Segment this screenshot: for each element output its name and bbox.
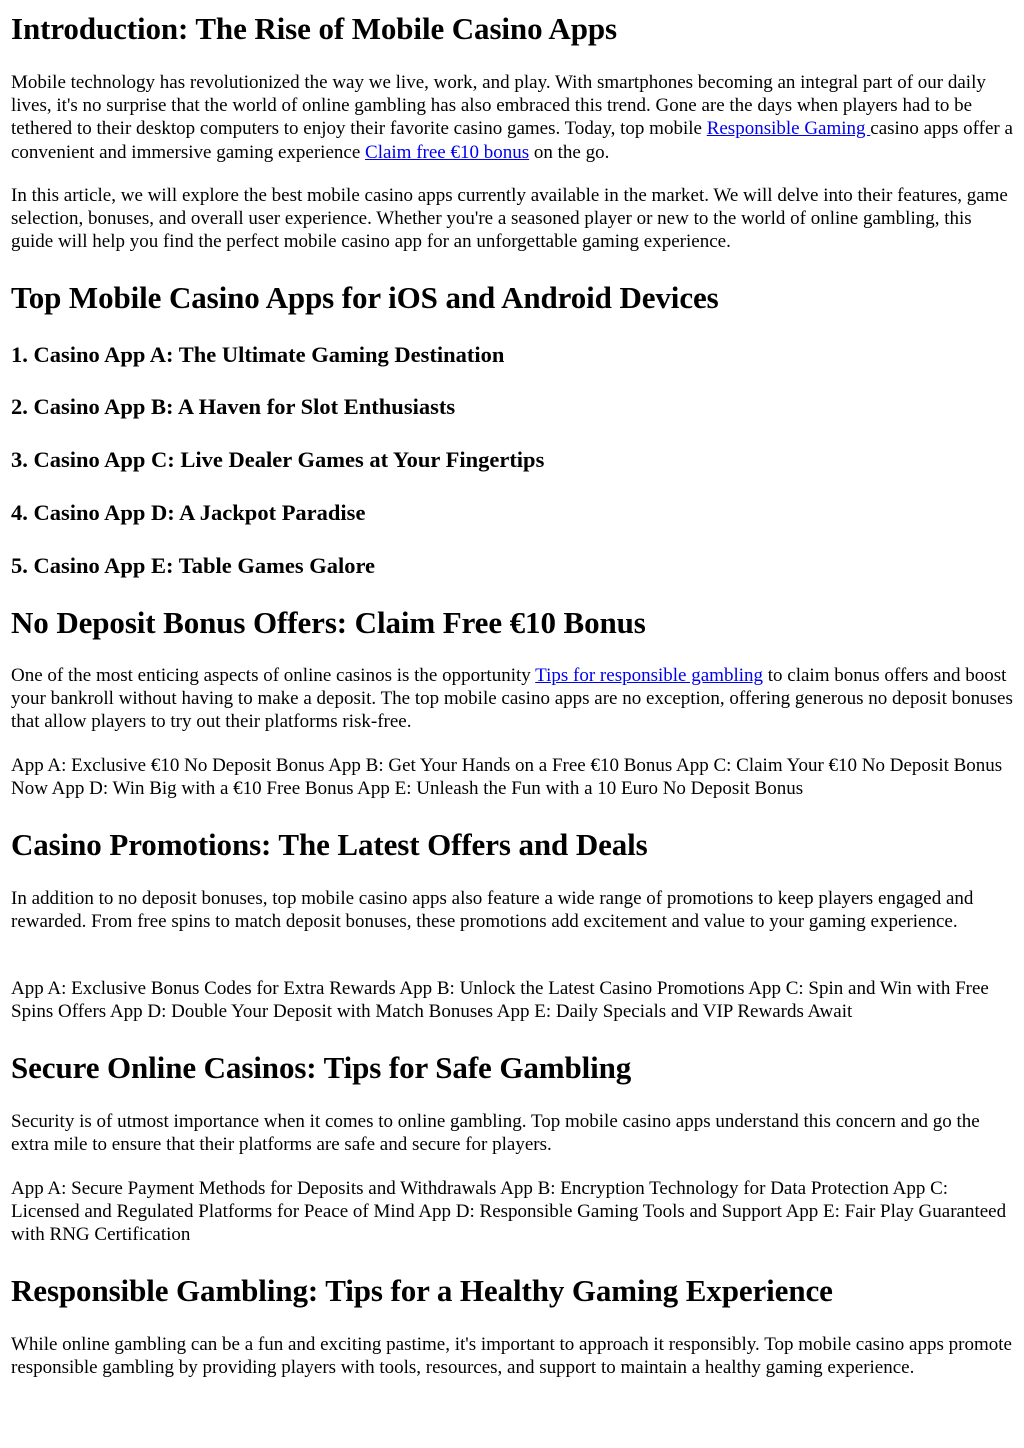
claim-bonus-link[interactable]: Claim free €10 bonus: [365, 141, 530, 163]
top-app-heading-a: 1. Casino App A: The Ultimate Gaming Destination: [11, 342, 505, 367]
no-deposit-paragraph-2: App A: Exclusive €10 No Deposit Bonus App B: Get Your Hands on a Free €10 Bonus App C: Claim Your €10 No Deposit Bonus Now App D: Win Big with a €10 Free Bonus App E: Unleash the Fun with a 10 Euro No Deposit Bonus: [11, 755, 1003, 800]
section-title-responsible: Responsible Gambling: Tips for a Healthy Gaming Experience: [11, 1273, 833, 1308]
promotions-paragraph-1: In addition to no deposit bonuses, top mobile casino apps also feature a wide range of promotions to keep players engaged and rewarded. From free spins to match deposit bonuses, these promotions add excitement and value to your gaming experience.: [11, 888, 974, 933]
section-title-top-apps: Top Mobile Casino Apps for iOS and Android Devices: [11, 280, 719, 315]
no-deposit-text-part-1: One of the most enticing aspects of online casinos is the opportunity: [11, 665, 536, 686]
promotions-paragraph-2: App A: Exclusive Bonus Codes for Extra Rewards App B: Unlock the Latest Casino Promotions App C: Spin and Win with Free Spins Offers App D: Double Your Deposit with Match Bonuses App E: Daily Specials and VIP Rewards Await: [11, 978, 989, 1023]
intro-text-part-1: Mobile technology has revolutionized the way we live, work, and play. With smartphones becoming an integral part of our daily lives, it's no surprise that the world of online gambling has also embraced this trend. Gone are the days when players had to be tethered to their desktop computers to enjoy their favorite casino games. Today, top mobile: [11, 72, 986, 140]
top-app-heading-d: 4. Casino App D: A Jackpot Paradise: [11, 500, 366, 525]
intro-paragraph-1: [11, 71, 1015, 164]
secure-paragraph-2: App A: Secure Payment Methods for Deposits and Withdrawals App B: Encryption Technology for Data Protection App C: Licensed and Regulated Platforms for Peace of Mind App D: Responsible Gaming Tools and Support App E: Fair Play Guaranteed with RNG Certification: [11, 1178, 1007, 1246]
tips-responsible-gambling-link[interactable]: Tips for responsible gambling: [535, 665, 763, 686]
section-title-no-deposit: No Deposit Bonus Offers: Claim Free €10 Bonus: [11, 605, 646, 640]
no-deposit-paragraph-1: [11, 664, 1015, 734]
top-app-heading-e: 5. Casino App E: Table Games Galore: [11, 553, 376, 578]
top-app-heading-b: 2. Casino App B: A Haven for Slot Enthusiasts: [11, 394, 456, 419]
responsible-gaming-link[interactable]: Responsible Gaming: [706, 118, 871, 140]
intro-text-part-3: on the go.: [529, 141, 610, 163]
section-title-introduction: Introduction: The Rise of Mobile Casino Apps: [11, 11, 617, 46]
top-app-heading-c: 3. Casino App C: Live Dealer Games at Your Fingertips: [11, 447, 545, 472]
secure-paragraph-1: Security is of utmost importance when it comes to online gambling. Top mobile casino apps understand this concern and go the extra mile to ensure that their platforms are safe and secure for players.: [11, 1111, 980, 1156]
intro-paragraph-2: In this article, we will explore the best mobile casino apps currently available in the market. We will delve into their features, game selection, bonuses, and overall user experience. Whether you're a seasoned player or new to the world of online gambling, this guide will help you find the perfect mobile casino app for an unforgettable gaming experience.: [11, 185, 1008, 253]
intro-text-part-2: casino apps offer a convenient and immersive gaming experience: [11, 118, 1013, 163]
responsible-paragraph-1: While online gambling can be a fun and exciting pastime, it's important to approach it responsibly. Top mobile casino apps promote responsible gambling by providing players with tools, resources, and support to maintain a healthy gaming experience.: [11, 1334, 1012, 1379]
section-title-promotions: Casino Promotions: The Latest Offers and Deals: [11, 827, 648, 862]
section-title-secure: Secure Online Casinos: Tips for Safe Gambling: [11, 1050, 632, 1085]
no-deposit-text-part-2: to claim bonus offers and boost your bankroll without having to make a deposit. The top mobile casino apps are no exception, offering generous no deposit bonuses that allow players to try out their platforms risk-free.: [11, 665, 1013, 733]
